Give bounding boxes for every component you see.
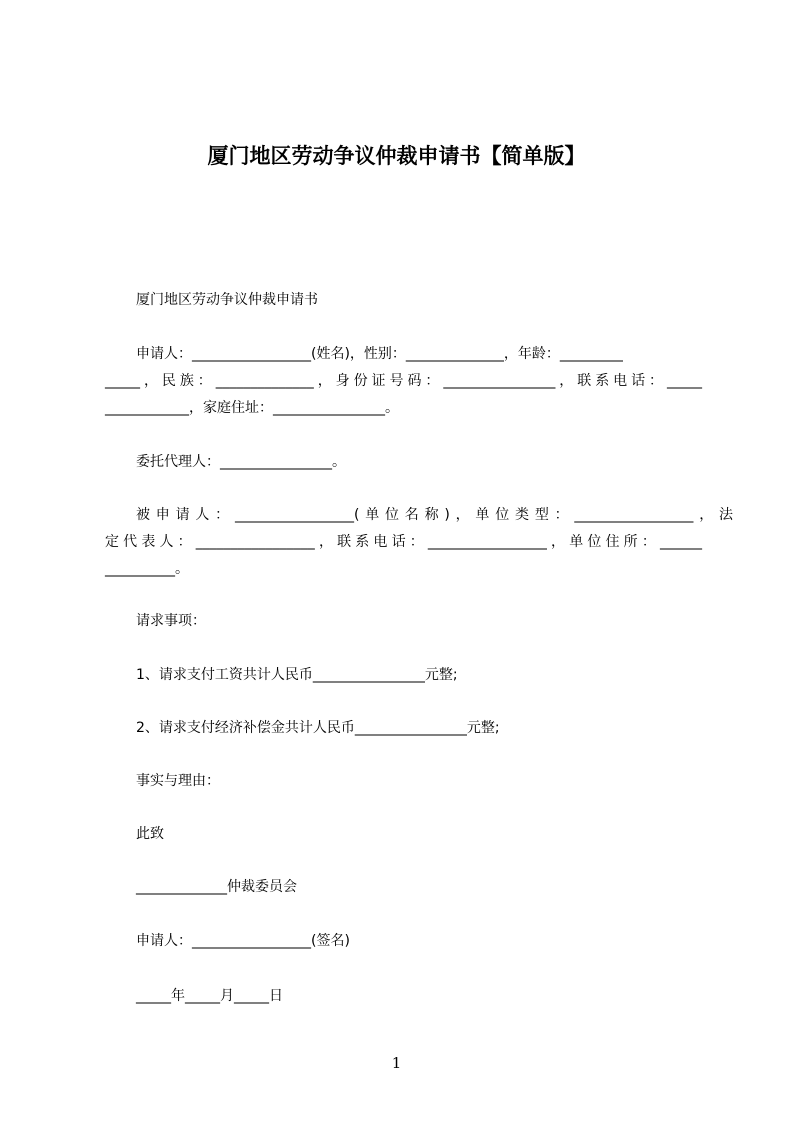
closing-salutation: 此致	[136, 826, 164, 842]
respondent-info-line-1	[105, 502, 733, 529]
respondent-info-text-1: 被申请人：_________________(单位名称)，单位类型：_________________，法	[136, 507, 733, 523]
signature-line: 申请人：_________________(签名)	[136, 933, 350, 949]
agent-line: 委托代理人：________________。	[136, 454, 346, 470]
respondent-info-text-3: __________。	[105, 561, 189, 577]
applicant-info-line-3	[105, 395, 702, 422]
respondent-info-line-3	[105, 556, 702, 583]
claims-heading: 请求事项：	[136, 613, 206, 629]
applicant-info-line-1	[105, 341, 733, 368]
claim-item-1: 1、请求支付工资共计人民币________________元整;	[136, 667, 458, 683]
document-heading: 厦门地区劳动争议仲裁申请书	[136, 292, 318, 308]
committee-line: _____________仲裁委员会	[136, 879, 297, 895]
respondent-info-line-2	[105, 529, 702, 556]
applicant-info-text-1: 申请人：_________________(姓名)，性别：______________，年龄：_________	[136, 346, 623, 362]
applicant-info-line-2	[105, 368, 702, 395]
page-number: 1	[391, 1054, 402, 1072]
date-line: _____年_____月_____日	[136, 988, 283, 1004]
respondent-info-text-2: 定代表人：_________________，联系电话：_________________，单位住所：______	[105, 534, 702, 550]
claim-item-2: 2、请求支付经济补偿金共计人民币________________元整;	[136, 720, 500, 736]
applicant-info-text-2: _____，民族：______________，身份证号码：________________，联系电话：_____	[105, 373, 702, 389]
facts-heading: 事实与理由：	[136, 773, 220, 789]
document-title: 厦门地区劳动争议仲裁申请书【简单版】	[207, 144, 586, 168]
applicant-info-text-3: ____________，家庭住址：________________。	[105, 400, 399, 416]
